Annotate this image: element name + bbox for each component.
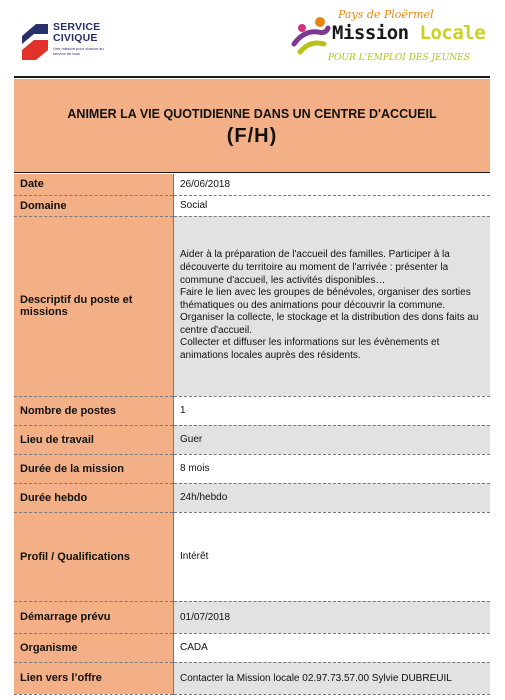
row-value: 8 mois <box>174 454 491 483</box>
service-civique-tagline: Une mission pour chacun au service de tous <box>53 46 104 56</box>
offer-details-table <box>14 174 490 695</box>
row-label: Lien vers l’offre <box>14 662 174 694</box>
row-value: Guer <box>174 425 491 454</box>
row-label: Nombre de postes <box>14 396 174 425</box>
offer-title-gender: (F/H) <box>226 125 278 147</box>
row-label: Organisme <box>14 633 174 662</box>
table-row <box>14 174 490 195</box>
mission-description: Aider à la préparation de l'accueil des familles. Participer à la découverte du territoire au moment de l'arrivée : présenter la commune d'accueil, les activités disponibles… Faire le lien avec les groupes de bénévoles, organiser des sorties thématiques ou des animations pour découvrir la commune. Organiser la collecte, le stockage et la distribution des dons faits au centre d'accueil. Collecter et diffuser les informations sur les évènements et animations locales auprès des résidents. <box>174 216 491 396</box>
table-row <box>14 483 490 512</box>
table-row <box>14 454 490 483</box>
table-row <box>14 601 490 633</box>
service-civique-title-1: SERVICE <box>53 21 101 33</box>
service-civique-title-2: CIVIQUE <box>53 32 98 44</box>
row-value: 01/07/2018 <box>174 601 491 633</box>
offer-title: ANIMER LA VIE QUOTIDIENNE DANS UN CENTRE D'ACCUEIL <box>67 107 437 121</box>
row-value: Social <box>174 195 491 216</box>
row-value: 26/06/2018 <box>174 174 491 195</box>
row-label: Durée hebdo <box>14 483 174 512</box>
row-label: Date <box>14 174 174 195</box>
row-value: Intérêt <box>174 512 491 601</box>
row-value: CADA <box>174 633 491 662</box>
mission-locale-logo <box>290 8 495 70</box>
mission-locale-region: Pays de Ploërmel <box>338 8 434 21</box>
row-label: Lieu de travail <box>14 425 174 454</box>
row-value: 1 <box>174 396 491 425</box>
mission-locale-name: Mission Locale <box>332 22 486 44</box>
row-value: 24h/hebdo <box>174 483 491 512</box>
table-row <box>14 662 490 694</box>
service-civique-logo <box>20 18 110 68</box>
offer-title-box <box>14 79 490 173</box>
service-civique-mark-icon <box>20 20 50 64</box>
row-label: Démarrage prévu <box>14 601 174 633</box>
page-header <box>0 0 505 78</box>
table-row <box>14 396 490 425</box>
mission-locale-figure-icon <box>290 14 332 56</box>
mission-locale-tagline: POUR L'EMPLOI DES JEUNES <box>328 53 470 63</box>
row-label: Durée de la mission <box>14 454 174 483</box>
offer-contact: Contacter la Mission locale 02.97.73.57.00 Sylvie DUBREUIL <box>174 662 491 694</box>
table-row <box>14 512 490 601</box>
table-row <box>14 195 490 216</box>
row-label: Profil / Qualifications <box>14 512 174 601</box>
row-label: Domaine <box>14 195 174 216</box>
row-label: Descriptif du poste et missions <box>14 216 174 396</box>
table-row <box>14 633 490 662</box>
table-row <box>14 216 490 396</box>
top-divider <box>14 76 490 78</box>
table-row <box>14 425 490 454</box>
